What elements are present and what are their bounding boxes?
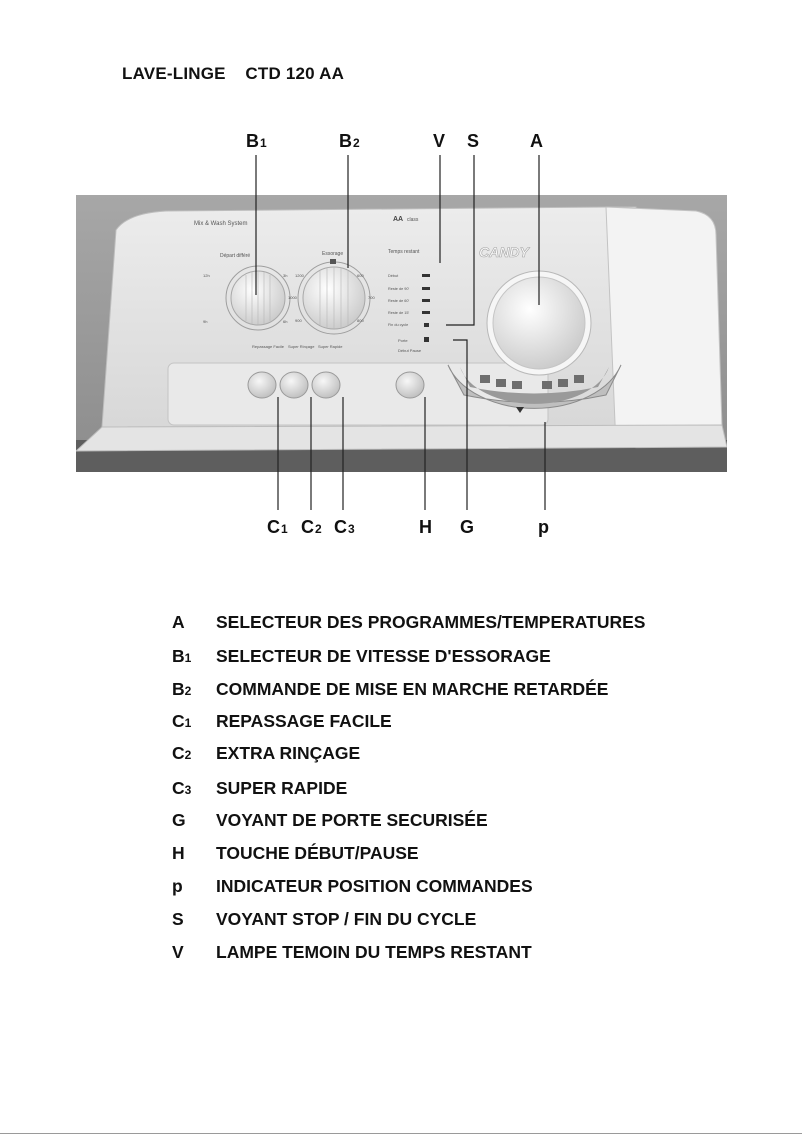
callout-h-letter: H <box>419 517 432 537</box>
callout-c1 <box>267 518 288 536</box>
callout-b1-letter: B <box>246 131 259 151</box>
callout-c1-sub: 1 <box>281 522 288 536</box>
legend-item <box>172 646 551 670</box>
svg-text:Début: Début <box>388 274 399 278</box>
callout-v <box>433 132 445 150</box>
callout-b1 <box>246 132 267 150</box>
legend-item <box>172 778 347 802</box>
callout-b1-sub: 1 <box>260 136 267 150</box>
legend-text: VOYANT DE PORTE SECURISÉE <box>216 810 488 830</box>
svg-text:Reste de 60': Reste de 60' <box>388 299 410 303</box>
callout-c3 <box>334 518 355 536</box>
legend-text: EXTRA RINÇAGE <box>216 743 361 763</box>
legend-item <box>172 843 419 867</box>
legend-item <box>172 711 392 735</box>
legend-text: SELECTEUR DES PROGRAMMES/TEMPERATURES <box>216 612 646 632</box>
svg-text:Reste de 15': Reste de 15' <box>388 311 410 315</box>
panel-energy-class: AA <box>393 216 404 223</box>
callout-c2 <box>301 518 322 536</box>
panel-energy-class-suffix: class <box>407 217 419 223</box>
door-led <box>424 337 429 342</box>
callout-s-letter: S <box>467 131 480 151</box>
svg-text:800: 800 <box>357 318 364 323</box>
document-title: LAVE-LINGE CTD 120 AA <box>122 64 345 83</box>
callout-c2-sub: 2 <box>315 522 322 536</box>
legend-text: COMMANDE DE MISE EN MARCHE RETARDÉE <box>216 679 609 699</box>
extra-rinse-button[interactable] <box>280 372 308 398</box>
panel-delay-label: Départ différé <box>220 253 251 259</box>
legend-item <box>172 679 608 703</box>
legend-key: A <box>172 612 185 632</box>
callout-g-letter: G <box>460 517 475 537</box>
legend-key: B1 <box>172 646 192 666</box>
legend-key: V <box>172 942 184 962</box>
legend-item <box>172 909 476 933</box>
callout-p-letter: p <box>538 517 549 537</box>
callout-b2-sub: 2 <box>353 136 360 150</box>
callout-s <box>467 132 479 150</box>
callout-p <box>538 518 549 536</box>
svg-text:1200: 1200 <box>295 273 304 278</box>
legend-key: C2 <box>172 743 192 763</box>
callout-c2-letter: C <box>301 517 314 537</box>
legend-text: SUPER RAPIDE <box>216 778 348 798</box>
legend-key: S <box>172 909 184 929</box>
panel-start-label: Début Pause <box>398 348 422 353</box>
legend-text: REPASSAGE FACILE <box>216 711 392 731</box>
panel-door-label: Porte <box>398 338 408 343</box>
legend-item <box>172 942 532 966</box>
callout-c3-sub: 3 <box>348 522 355 536</box>
callout-c1-letter: C <box>267 517 280 537</box>
callout-h <box>419 518 432 536</box>
callout-g <box>460 518 474 536</box>
callout-a <box>530 132 543 150</box>
svg-text:6h: 6h <box>283 319 288 324</box>
control-panel-photo <box>76 195 727 472</box>
callout-b2-letter: B <box>339 131 352 151</box>
option-label-c1: Repassage Facile <box>252 344 285 349</box>
svg-text:1000: 1000 <box>288 295 297 300</box>
legend-text: SELECTEUR DE VITESSE D'ESSORAGE <box>216 646 551 666</box>
callout-a-letter: A <box>530 131 543 151</box>
legend-text: LAMPE TEMOIN DU TEMPS RESTANT <box>216 942 532 962</box>
legend-item <box>172 612 645 636</box>
legend-text: TOUCHE DÉBUT/PAUSE <box>216 843 419 863</box>
legend-key: C3 <box>172 778 192 798</box>
legend-key: B2 <box>172 679 192 699</box>
svg-text:Fin du cycle: Fin du cycle <box>388 323 409 327</box>
svg-text:900: 900 <box>295 318 302 323</box>
option-label-c3: Super Rapide <box>318 344 343 349</box>
callout-c3-letter: C <box>334 517 347 537</box>
svg-text:12h: 12h <box>203 273 210 278</box>
legend-item <box>172 743 360 767</box>
legend-text: INDICATEUR POSITION COMMANDES <box>216 876 533 896</box>
legend-key: C1 <box>172 711 192 731</box>
footer-rule <box>0 1133 802 1134</box>
legend-key: G <box>172 810 186 830</box>
panel-brand: CANDY <box>479 244 529 260</box>
legend-item <box>172 810 488 834</box>
option-label-c2: Super Rinçage <box>288 344 315 349</box>
svg-text:Reste de 90': Reste de 90' <box>388 287 410 291</box>
panel-system-label: Mix & Wash System <box>194 221 248 227</box>
svg-text:3h: 3h <box>283 273 288 278</box>
legend-key: p <box>172 876 183 896</box>
svg-text:9h: 9h <box>203 319 208 324</box>
start-pause-button[interactable] <box>396 372 424 398</box>
legend-text: VOYANT STOP / FIN DU CYCLE <box>216 909 477 929</box>
callout-v-letter: V <box>433 131 446 151</box>
svg-text:700: 700 <box>368 295 375 300</box>
panel-time-label: Temps restant <box>388 249 420 255</box>
svg-text:600: 600 <box>357 273 364 278</box>
super-rapid-button[interactable] <box>312 372 340 398</box>
easy-iron-button[interactable] <box>248 372 276 398</box>
panel-spin-label: Essorage <box>322 251 344 257</box>
callout-b2 <box>339 132 360 150</box>
legend-key: H <box>172 843 185 863</box>
legend-item <box>172 876 533 900</box>
